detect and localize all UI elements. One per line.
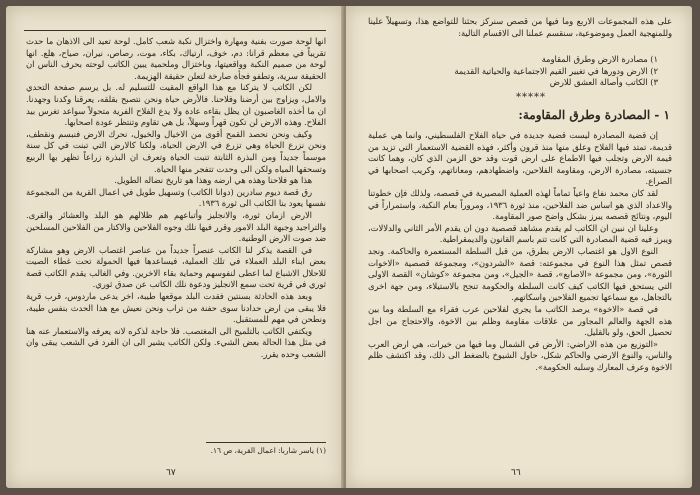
paragraph: وكيف ونحن نحصد القمح أقوى من الاخيال والخيول، نحرك الارض فنبسم ونقطف، ونحن نزرع الحياة وهي تزرع في الارض الحياة، ولكنا كالارض التي تبنت في كل سنة موسماً جديداً ومن البذرة الثابتة تنبت الحياة وتعرف ان البذرة زراعاً تظهر بها الربيع وتسحقها المياه ولكن الى وحدت تتفجر منها الحياة. <box>26 128 326 174</box>
page-number: ٦٧ <box>166 468 176 478</box>
paragraph: النوع الاول هو اغتصاب الارض بطرق، من قبل السلطة المستعمرة والحاكمة. ونجد قصص تمثل هذا النوع في مجموعته: قصة «الشردون»، ومجموعة قصصية «الاخوات الثورة»، ومن مجموعة «الاصابع»، قصة «الجيل»، ومن مجموعة «كوشان» القصة الاولى التي يستحق فيها الكاتب كيف كانت السلطة والحكومة تنجح بالاستيلاء، ومن جهة اخرى بالتجاهل، مع سماعها تجميع الفلاحين واسكاتهم. <box>368 245 672 303</box>
paragraph: الارض ازمان ثورة، والانجليز وأتباعهم هم ظلالهم هو البلد والعشائر والقرى. والتراجيد وجبهة البلد الامور وقرر فيها نلك وجوه الفلاحين والاكتار من الفلاحين المسلحين ضد صوت الارض الوطنية. <box>26 209 326 244</box>
right-page-body <box>368 130 672 373</box>
right-page <box>346 6 692 488</box>
paragraph: وعلينا ان نبين ان الكاتب لم يقدم مشاهد قصصية دون ان يقدم الأمر الثاني والدلالات، ويبرز فيه قضية المصادرة التي كانت تتم باسم القانون والديمقراطية. <box>368 222 672 245</box>
left-page <box>6 6 344 488</box>
paragraph: انها لوحة صورت بفنية ومهارة واختزال نكبة شعب كامل. لوحة تعيد الى الاذهان ما حدث تقريباً في معظم قرانا: دم، خوف، ارتياك، بكاء، موت، رصاص، نيران، صياح، هلع. انها لوحة من صميم النكبة وواقعيتها، وباختزال وملحمية يبين الكاتب لوحته بحرف الناس ان الحقيقة سرية، وتطفو فجأة صارخة لتعلن حقيقة الهزيمة. <box>26 36 326 81</box>
stars-divider: ***** <box>516 92 546 103</box>
footnote <box>26 446 326 456</box>
paragraph: رق قصة ديوم سادرين (دوانا الكاتب) وتسهيل طويل في اعمال القرية من المجموعة نفسها يعود بنا الكاتب الى ثورة ١٩٣٦. <box>26 186 326 209</box>
list-item: ١) مصادرة الارض وطرق المقاومة <box>541 54 658 64</box>
top-rule <box>24 30 326 31</box>
paragraph: هذا هو فلاحنا وهذه هي ارضه وهذا هو تاريخ نضاله الطويل. <box>114 175 312 186</box>
intro-paragraph <box>368 16 672 39</box>
paragraph: لقد كان محمد نفاع واعياً تماماً لهذه العملية المصيرية في قصصه، ولذلك فإن خطوتنا والاعداد الذي هو اساس ضد الفلاحين، منذ ثورة ١٩٣٦، ومروراً بعام النكبة، واستمراراً في اليوم، ونتائج قصصه يبرز بشكل واضح صور المقاومة. <box>368 187 672 222</box>
paragraph: في القصة يذكر لنا الكاتب عنصراً جديداً من عناصر اغتصاب الارض وهو مشاركة بعض ابناء البلد العملاء في تلك العملية، فيساعدها فيها الحمولة تحت غطاء الصيت للاحلال الاشباع لما اعطى لنفوسهم وحماية بقاء الاخرين. وفي الغالب يقدم الكاتب قصة ثوري في قرية تحت سمع الانجليز ودعوة نلك الكاتب عن صدق ثوري. <box>26 244 326 290</box>
list-item: ٢) الارض ودورها في تغيير القيم الاجتماعية والحياتية القديمة <box>454 65 658 76</box>
paragraph: وبعد هذه الحادثة بسنتين فقدت البلد موقعها طيبة، اخر يدعى ماردوس، قرب قرية فلا يبقى من ارض حدادنا سوى حفنة من تراب ونحن نعيش مع هذا الحدث بنفس طيبة، ونطحن في مهم للمستقبل. <box>26 291 326 325</box>
paragraph: ويكتفي الكاتب بالتلميح الى المغتصب. فلا حاجة لذكره لانه يعرفه والاستعمار عنه هنا في مثل هذا الحالة بعض الشيء. ولكن الكاتب يشير الى ان الفرد في الشعب يبقى وان الشعب وحده يقرر. <box>26 325 326 360</box>
footnote-text: (١) ياسر شاربا: اعمال القرية، ص ١٦. <box>210 446 326 455</box>
paragraph: على هذه المجموعات الاربع وما فيها من قصص سنركز بحثنا للتواضع هذا، وتسهيلاً علينا وللمنهجية العمل وموضوعية، سنقسم عملنا الى الاقسام التالية: <box>368 16 672 38</box>
paragraph: لكن الكاتب لا يتركنا مع هذا الواقع المقيت للتسليم له. بل يرسم صفحة التحدي والامل، ويزاوج بين أرضنا وفلاحنا. فالأرض حياة ونحن نتصبح بقلقه، يعرقنا وكدنا وجهدنا. ان ما أخذه الغاصبون ان يظل بقاءه عادة ولا يدع الفلاح الفرية متحولاً سواعد تغرس بيد الفلاح. وهذه الارض لن تكون قهراً وسهلاً، بل هي تقاوم وتنتظر عودة اصحابها. <box>26 82 326 128</box>
section-heading: ١ - المصادرة وطرق المقاومة: <box>518 108 670 122</box>
list-item: ٣) الكاتب وأصالة العشق للارض <box>549 77 658 88</box>
page-number: ٦٦ <box>511 468 521 478</box>
paragraph: في قصة «الاخوة» يرصد الكاتب ما يجري لفلاحين عرب فقراء مع السلطة وما بين هذه الجهة والعالم المجاور من علاقات مقاومة وظلم بين الاخوة، والاحتجاج من اجل تحصيل الحق، ولو بالقليل. <box>368 303 672 338</box>
paragraph: «التوزيع من هذه الاراضي: الأرض في الشمال وما فيها من خيرات، هي ارض العرب والناس، والنوع الارضي والحاكم شكل، حاول الشيوخ بالضغط الى ذلك، وقد اكتشف ظلم الاخوة وعرف المعارك وسلبه الحكومة». <box>368 338 672 372</box>
footnote-rule <box>206 442 326 443</box>
left-page-body <box>26 36 326 361</box>
paragraph: إن قضية المصادرة ليست قضية جديدة في حياة الفلاح الفلسطيني، وانما هي عملية قديمة، تمتد فيها الفلاح وعلق منها منذ قرون وأكثر، فهذه القضية الاستعمار التي تزيد من قيمة الارض وتجلب فيها الاطماع على ارض قوت وقد حق الزمن الذي كان، وهما كانت جنسيته، مصادرة الارض، ومقاومة الفلاحين، واضطهادهم، ومعاناتهم، وكريب اصحابها في الصراع. <box>368 130 672 187</box>
section-list <box>368 54 658 89</box>
